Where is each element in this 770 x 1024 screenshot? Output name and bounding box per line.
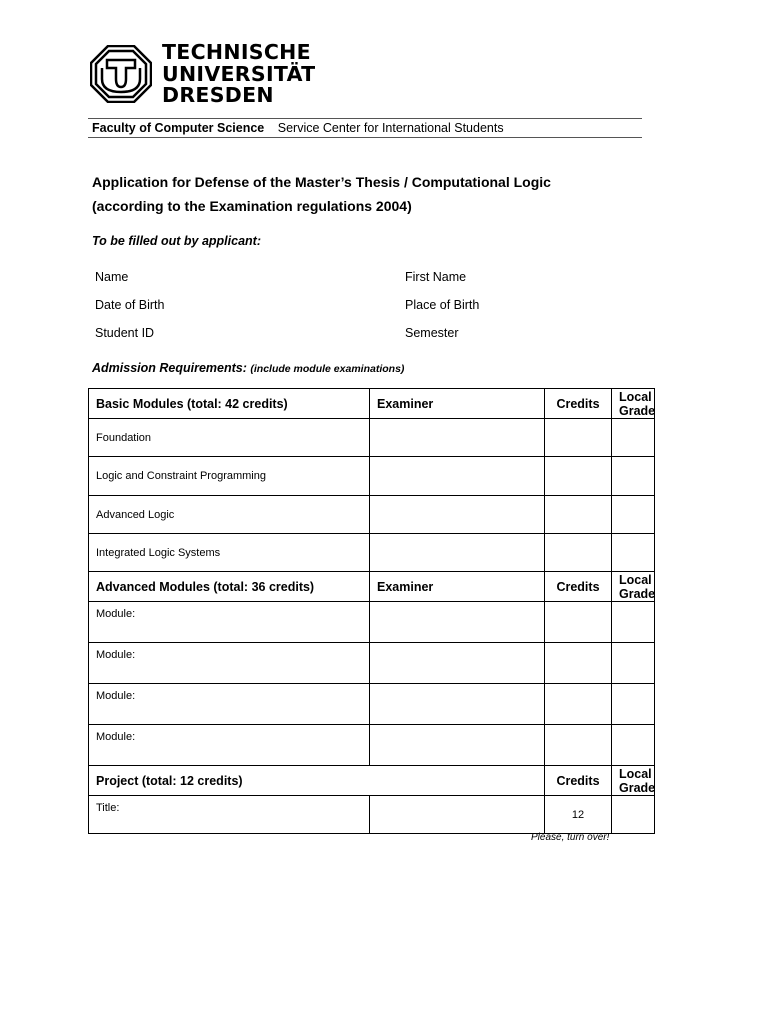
module-name: Logic and Constraint Programming [89,457,370,496]
project-grade-cell[interactable] [612,796,655,834]
project-examiner-cell[interactable] [370,796,545,834]
examiner-cell[interactable] [370,419,545,457]
credits-cell[interactable] [545,457,612,496]
form-subtitle: (according to the Examination regulations 2004) [92,198,412,214]
logo-line-3: DRESDEN [162,83,274,107]
module-name: Advanced Logic [89,496,370,534]
grade-word-local: Local [619,389,652,404]
date-of-birth-label: Date of Birth [95,298,165,312]
module-name: Module: [89,602,370,643]
module-name: Module: [89,725,370,766]
admission-heading: Admission Requirements: [92,361,247,375]
turn-over-note: Please, turn over! [531,832,610,843]
logo-line-1: TECHNISCHE [162,40,311,64]
header-line [92,121,504,135]
grade-word-grade: Grade [619,403,656,418]
advanced-modules-header: Advanced Modules (total: 36 credits) [89,572,370,602]
project-credits-value: 12 [545,796,612,834]
tu-dresden-logo-icon [90,45,152,103]
name-label: Name [95,270,129,284]
grade-word-local: Local [619,572,652,587]
grade-cell[interactable] [612,725,655,766]
basic-credits-header: Credits [545,389,612,419]
module-name: Module: [89,684,370,725]
table-row [89,496,655,534]
examiner-cell[interactable] [370,684,545,725]
examiner-cell[interactable] [370,457,545,496]
examiner-cell[interactable] [370,602,545,643]
module-name: Module: [89,643,370,684]
table-row [89,643,655,684]
basic-examiner-header: Examiner [370,389,545,419]
grade-word-grade: Grade [619,780,656,795]
table-row [89,602,655,643]
applicant-heading: To be filled out by applicant: [92,234,261,248]
advanced-credits-header: Credits [545,572,612,602]
credits-cell[interactable] [545,643,612,684]
credits-cell[interactable] [545,684,612,725]
university-name [162,42,315,107]
grade-cell[interactable] [612,457,655,496]
advanced-grade-header [612,572,655,602]
grade-word-local: Local [619,766,652,781]
grade-cell[interactable] [612,643,655,684]
credits-cell[interactable] [545,602,612,643]
grade-cell[interactable] [612,602,655,643]
project-header: Project (total: 12 credits) [89,766,545,796]
module-name: Foundation [89,419,370,457]
grade-cell[interactable] [612,684,655,725]
basic-grade-header [612,389,655,419]
grade-cell[interactable] [612,534,655,572]
table-row [89,725,655,766]
grade-cell[interactable] [612,496,655,534]
table-row [89,419,655,457]
advanced-examiner-header: Examiner [370,572,545,602]
admission-note: (include module examinations) [250,363,405,375]
table-row [89,534,655,572]
table-row [89,457,655,496]
basic-modules-header: Basic Modules (total: 42 credits) [89,389,370,419]
admission-requirements [92,361,404,375]
first-name-label: First Name [405,270,467,284]
examiner-cell[interactable] [370,643,545,684]
service-center: Service Center for International Students [277,121,504,135]
semester-label: Semester [405,326,459,340]
faculty-name: Faculty of Computer Science [92,121,265,135]
student-id-label: Student ID [95,326,155,340]
modules-table [88,388,654,834]
place-of-birth-label: Place of Birth [405,298,480,312]
project-title-label: Title: [89,796,370,834]
credits-cell[interactable] [545,496,612,534]
module-name: Integrated Logic Systems [89,534,370,572]
grade-cell[interactable] [612,419,655,457]
advanced-header-row [89,572,655,602]
grade-word-grade: Grade [619,586,656,601]
examiner-cell[interactable] [370,534,545,572]
credits-cell[interactable] [545,725,612,766]
project-row [89,796,655,834]
project-grade-header [612,766,655,796]
credits-cell[interactable] [545,419,612,457]
project-credits-header: Credits [545,766,612,796]
basic-header-row [89,389,655,419]
table-row [89,684,655,725]
header-rule-top [88,118,642,119]
examiner-cell[interactable] [370,725,545,766]
logo-line-2: UNIVERSITÄT [162,61,316,86]
examiner-cell[interactable] [370,496,545,534]
form-title: Application for Defense of the Master’s Thesis / Computational Logic [92,174,551,190]
credits-cell[interactable] [545,534,612,572]
project-header-row [89,766,655,796]
header-rule-bottom [88,137,642,138]
